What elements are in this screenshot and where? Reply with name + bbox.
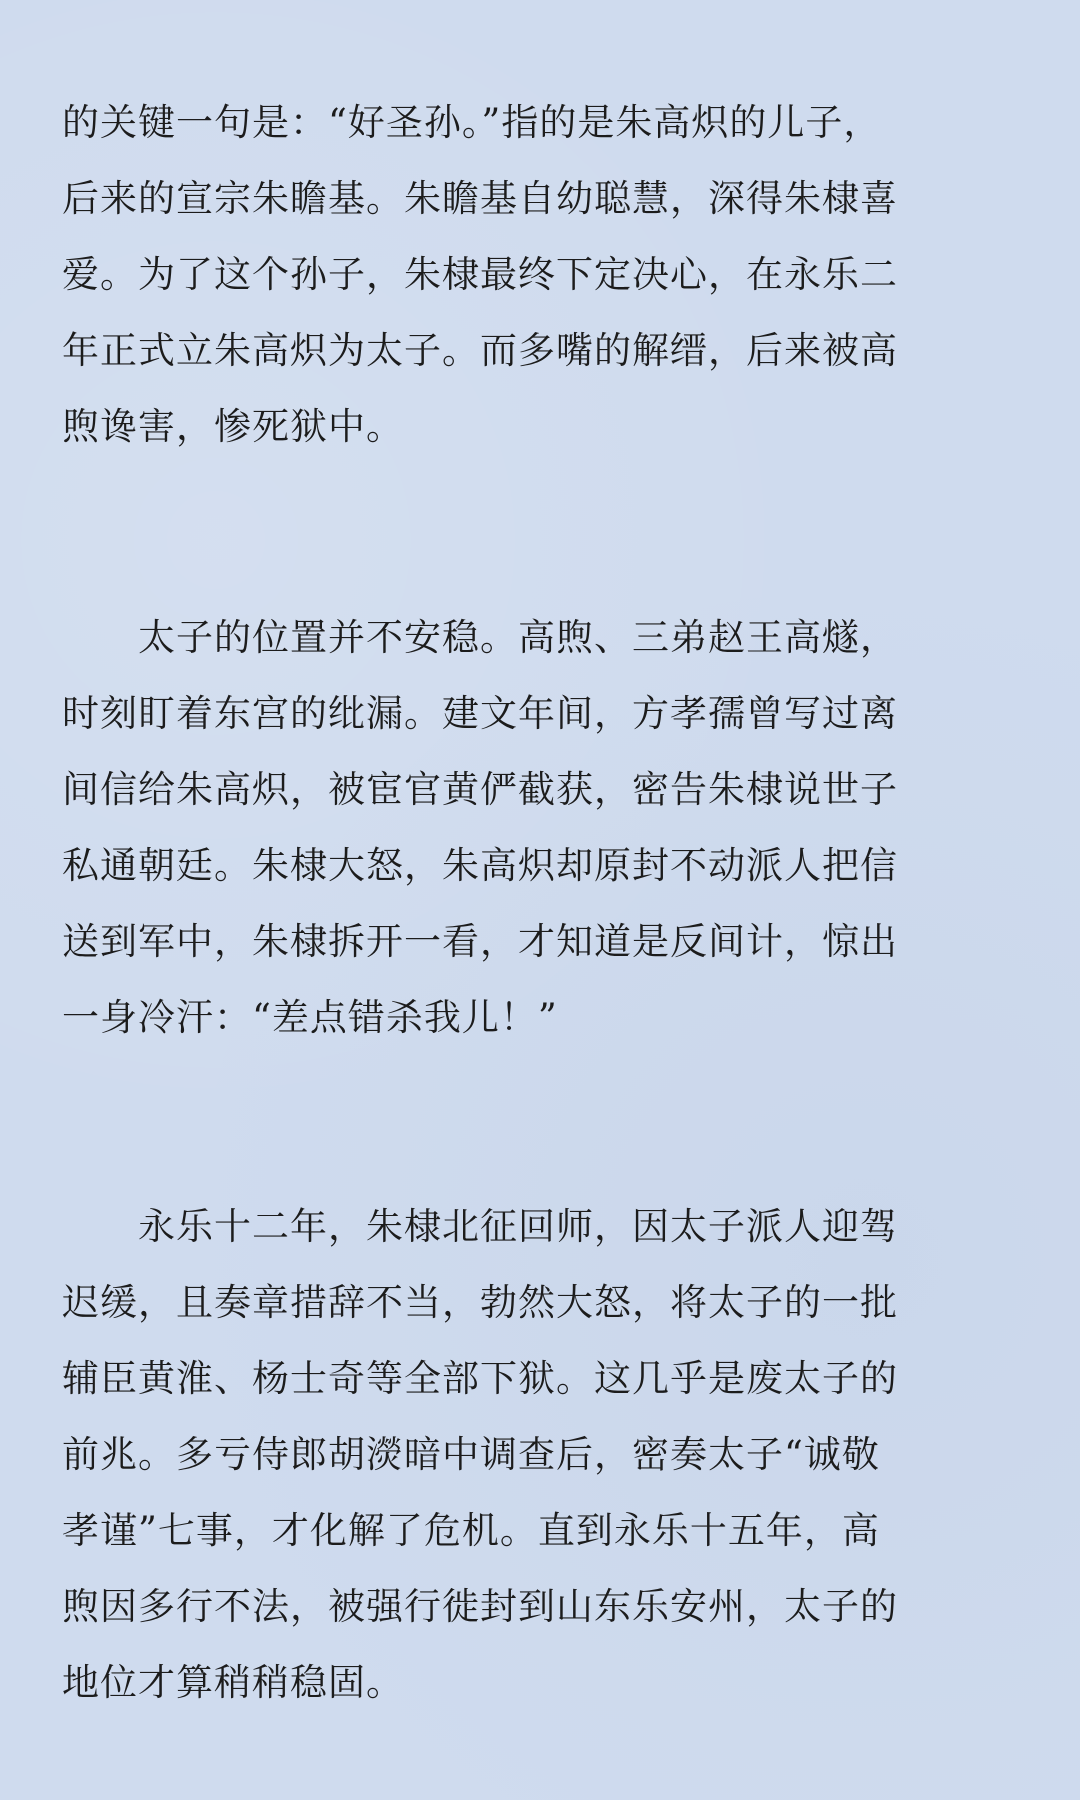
paragraph-3 [62,1189,1012,1721]
text-line: 煦谗害，惨死狱中。 [62,405,404,448]
text-line: 的关键一句是：“好圣孙。”指的是朱高炽的儿子， [62,101,882,144]
text-line: 私通朝廷。朱棣大怒，朱高炽却原封不动派人把信 [62,844,898,887]
text-line: 后来的宣宗朱瞻基。朱瞻基自幼聪慧，深得朱棣喜 [62,177,898,220]
text-line: 孝谨”七事，才化解了危机。直到永乐十五年，高 [62,1509,880,1552]
text-line: 前兆。多亏侍郎胡濙暗中调查后，密奏太子“诚敬 [62,1433,880,1476]
paragraph-2 [62,600,1012,1056]
text-line: 辅臣黄淮、杨士奇等全部下狱。这几乎是废太子的 [62,1357,898,1400]
text-line: 地位才算稍稍稳固。 [62,1661,404,1704]
text-line: 间信给朱高炽，被宦官黄俨截获，密告朱棣说世子 [62,768,898,811]
text-line: 送到军中，朱棣拆开一看，才知道是反间计，惊出 [62,920,898,963]
paragraph-1 [62,85,1012,465]
text-line: 一身冷汗：“差点错杀我儿！” [62,996,558,1039]
text-line: 爱。为了这个孙子，朱棣最终下定决心，在永乐二 [62,253,898,296]
text-line: 迟缓，且奏章措辞不当，勃然大怒，将太子的一批 [62,1281,898,1324]
text-line: 年正式立朱高炽为太子。而多嘴的解缙，后来被高 [62,329,898,372]
text-line: 煦因多行不法，被强行徙封到山东乐安州，太子的 [62,1585,898,1628]
text-line: 太子的位置并不安稳。高煦、三弟赵王高燧， [62,616,898,659]
text-line: 永乐十二年，朱棣北征回师，因太子派人迎驾 [62,1205,898,1248]
text-line: 时刻盯着东宫的纰漏。建文年间，方孝孺曾写过离 [62,692,898,735]
